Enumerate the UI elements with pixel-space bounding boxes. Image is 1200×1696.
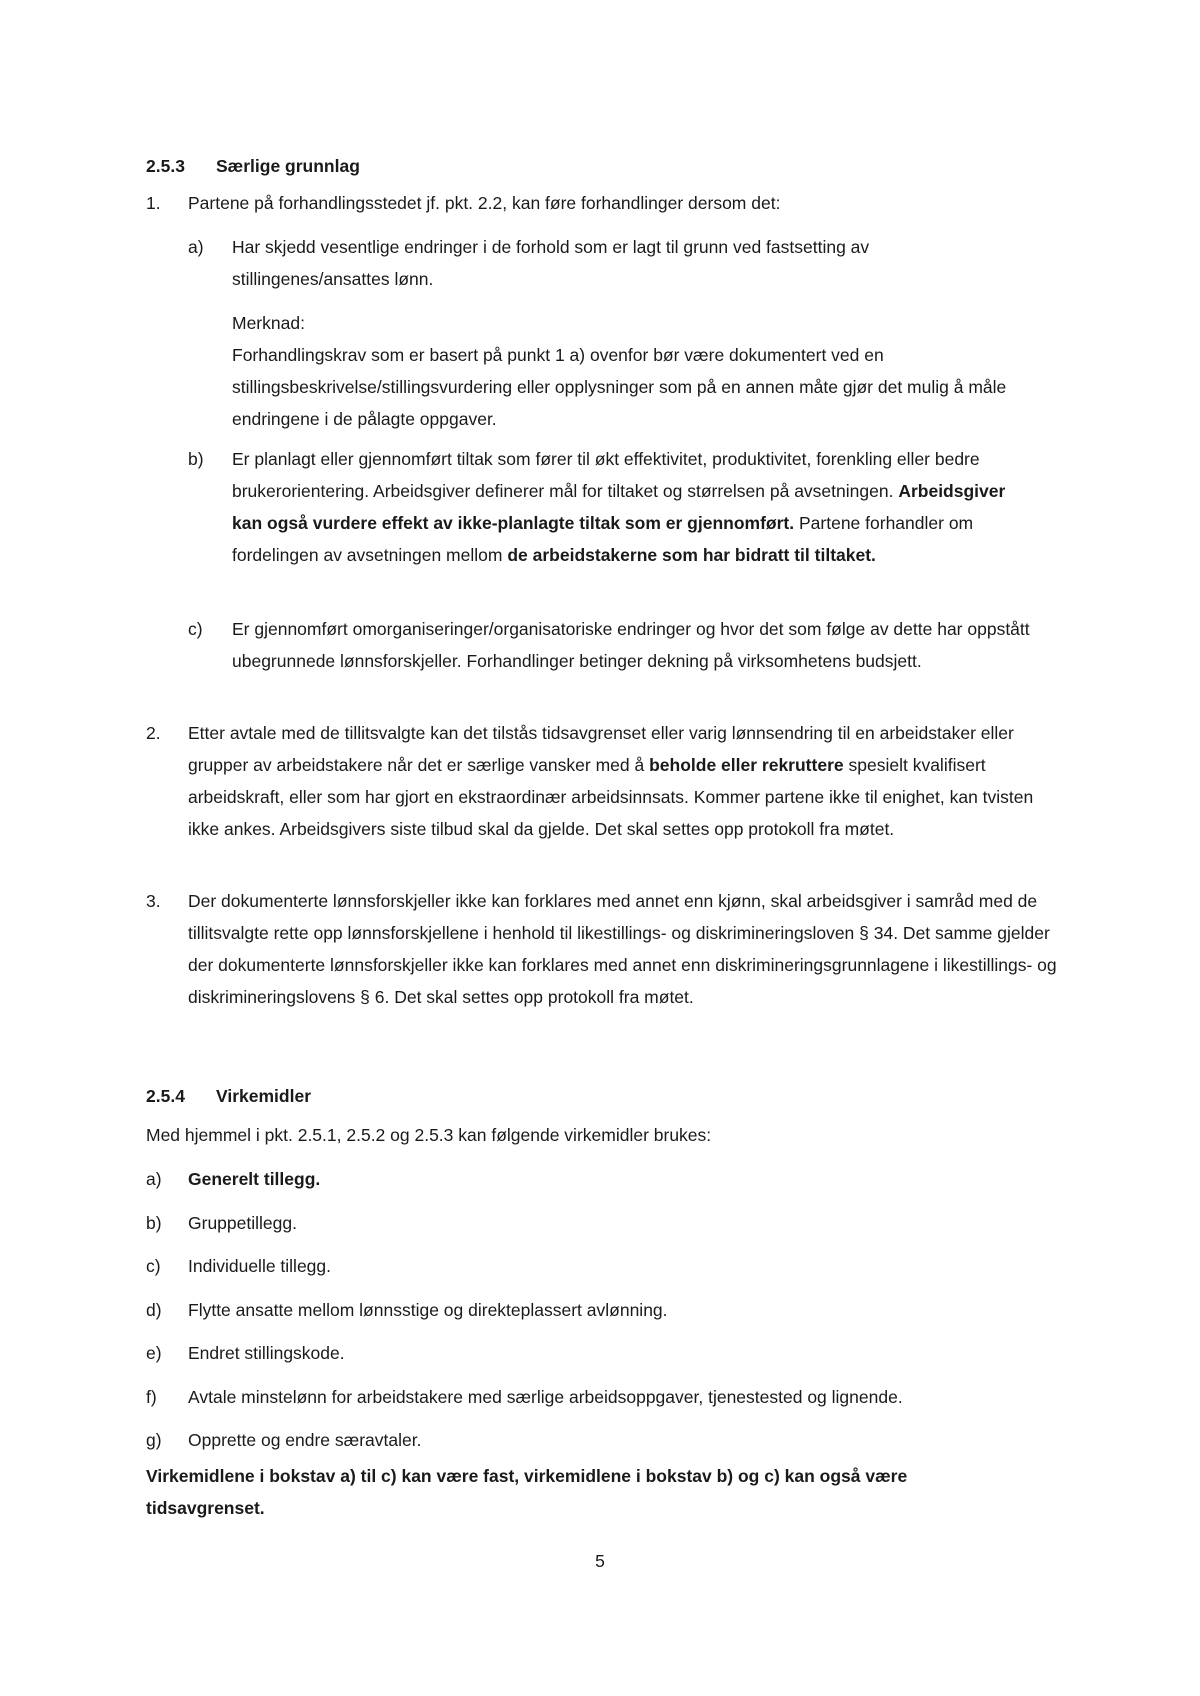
note-title: Merknad: xyxy=(232,313,305,333)
measure-text: Avtale minstelønn for arbeidstakere med særlige arbeidsoppgaver, tjenestested og lignende. xyxy=(188,1387,903,1407)
section-number: 2.5.3 xyxy=(146,156,185,176)
text-part: Etter avtale med de tillitsvalgte kan det tilstås tidsavgrenset eller varig lønnsendring til en arbeidstaker eller grupper av arbeidstakere når det er særlige vansker med å xyxy=(188,723,1014,775)
measure-text: Endret stillingskode. xyxy=(188,1343,345,1363)
section-number: 2.5.4 xyxy=(146,1086,185,1106)
measure-text: Opprette og endre særavtaler. xyxy=(188,1430,422,1450)
section-title: Virkemidler xyxy=(216,1086,312,1106)
text-part: spesielt kvalifisert arbeidskraft, eller som har gjort en ekstraordinær arbeidsinnsats. Kommer partene ikke til enighet, kan tvisten ikke ankes. Arbeidsgivers siste tilbud skal da gjelde. Det skal settes opp protokoll fra møtet. xyxy=(188,755,1034,839)
measure-marker: c) xyxy=(146,1256,161,1276)
list-item-text: Partene på forhandlingsstedet jf. pkt. 2.2, kan føre forhandlinger dersom det: xyxy=(188,193,781,213)
page-number: 5 xyxy=(595,1551,605,1571)
sub-item-text: Er gjennomført omorganiseringer/organisatoriske endringer og hvor det som følge av dette har oppstått ubegrunnede lønnsforskjeller. Forhandlinger betinger dekning på virksomhetens budsjett. xyxy=(232,619,1030,671)
measure-marker: g) xyxy=(146,1430,162,1450)
measure-item xyxy=(146,1337,1046,1369)
note-block xyxy=(232,307,1012,435)
measure-item xyxy=(146,1207,1046,1239)
sub-item-text: Har skjedd vesentlige endringer i de forhold som er lagt til grunn ved fastsetting av stillingenes/ansattes lønn. xyxy=(232,237,870,289)
list-item-3 xyxy=(146,885,1066,1013)
section-title: Særlige grunnlag xyxy=(216,156,360,176)
bold-part: Arbeidsgiver kan også vurdere effekt av ikke-planlagte tiltak som er gjennomført. xyxy=(232,481,1006,533)
text-part: Er planlagt eller gjennomført tiltak som fører til økt effektivitet, produktivitet, forenkling eller bedre brukerorientering. Arbeidsgiver definerer mål for tiltaket og størrelsen på avsetningen. xyxy=(232,449,980,501)
list-item-1 xyxy=(146,187,1066,219)
measure-marker: d) xyxy=(146,1300,162,1320)
bold-part: beholde eller rekruttere xyxy=(649,755,844,775)
list-marker: 3. xyxy=(146,891,161,911)
measure-text: Generelt tillegg. xyxy=(188,1169,321,1189)
list-marker: 2. xyxy=(146,723,161,743)
section-heading-2-5-3 xyxy=(146,150,360,182)
list-item-2 xyxy=(146,717,1066,845)
measure-marker: f) xyxy=(146,1387,157,1407)
text-part: Partene forhandler om fordelingen av avsetningen mellom xyxy=(232,513,974,565)
measure-text: Individuelle tillegg. xyxy=(188,1256,332,1276)
measure-item xyxy=(146,1381,1046,1413)
sub-item-c xyxy=(188,613,1038,677)
measure-item xyxy=(146,1424,1046,1456)
measure-marker: b) xyxy=(146,1213,162,1233)
measure-text: Flytte ansatte mellom lønnsstige og direkteplassert avlønning. xyxy=(188,1300,668,1320)
list-item-text: Der dokumenterte lønnsforskjeller ikke kan forklares med annet enn kjønn, skal arbeidsgiver i samråd med de tillitsvalgte rette opp lønnsforskjellene i henhold til likestillings- og diskrimineringsloven § 34. Det samme gjelder der dokumenterte lønnsforskjeller ikke kan forklares med annet enn diskrimineringsgrunnlagene i likestillings- og diskrimineringslovens § 6. Det skal settes opp protokoll fra møtet. xyxy=(188,891,1057,1007)
bold-part: de arbeidstakerne som har bidratt til tiltaket. xyxy=(507,545,876,565)
measure-marker: a) xyxy=(146,1169,162,1189)
sub-marker: a) xyxy=(188,237,204,257)
sub-item-text xyxy=(232,443,1028,571)
list-marker: 1. xyxy=(146,193,161,213)
measure-item xyxy=(146,1250,1046,1282)
intro-paragraph: Med hjemmel i pkt. 2.5.1, 2.5.2 og 2.5.3 kan følgende virkemidler brukes: xyxy=(146,1125,712,1145)
measure-text: Gruppetillegg. xyxy=(188,1213,297,1233)
sub-marker: c) xyxy=(188,619,203,639)
measure-item xyxy=(146,1163,1046,1195)
sub-item-a xyxy=(188,231,988,295)
section-heading-2-5-4 xyxy=(146,1080,311,1112)
list-item-text xyxy=(188,717,1066,845)
sub-item-b xyxy=(188,443,1028,571)
measure-item xyxy=(146,1294,1046,1326)
note-text: Forhandlingskrav som er basert på punkt 1 a) ovenfor bør være dokumentert ved en stillingsbeskrivelse/stillingsvurdering eller opplysninger som på en annen måte gjør det mulig å måle endringene i de pålagte oppgaver. xyxy=(232,345,1007,429)
closing-paragraph: Virkemidlene i bokstav a) til c) kan være fast, virkemidlene i bokstav b) og c) kan også være tidsavgrenset. xyxy=(146,1466,908,1518)
measure-marker: e) xyxy=(146,1343,162,1363)
sub-marker: b) xyxy=(188,449,204,469)
